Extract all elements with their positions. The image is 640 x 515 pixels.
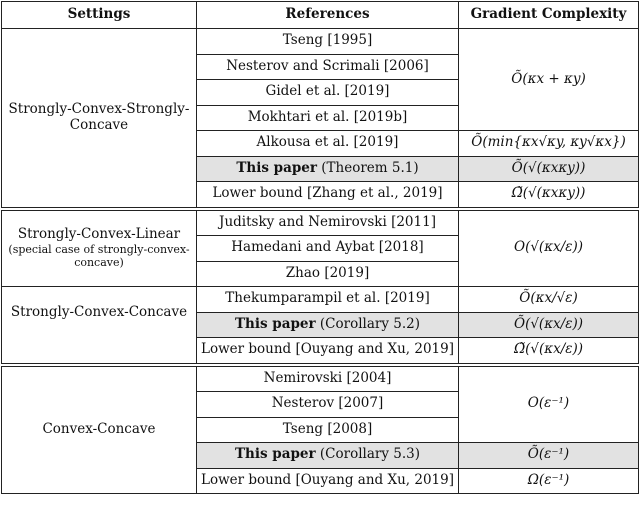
reference-detail: (Theorem 5.1) [316, 159, 419, 176]
reference-cell: Tseng [2008] [197, 417, 459, 443]
setting-label: Strongly-Convex-Linear [17, 226, 181, 243]
complexity-cell: Õ(min{κx√κy, κy√κx}) [459, 131, 639, 157]
complexity-cell: Õ(κx + κy) [459, 29, 639, 131]
reference-cell [197, 156, 459, 182]
complexity-table [1, 1, 638, 494]
setting-note: (special case of strongly-convex-concave) [8, 242, 190, 269]
complexity-cell: Õ(ε⁻¹) [459, 443, 639, 469]
this-paper-label: This paper [234, 446, 316, 463]
this-paper-label: This paper [234, 315, 316, 332]
reference-cell: Lower bound [Ouyang and Xu, 2019] [197, 338, 459, 364]
setting-label: Strongly-Convex-Strongly-Concave [8, 101, 190, 133]
reference-cell: Tseng [1995] [197, 29, 459, 55]
setting-cell: Convex-Concave [2, 366, 197, 494]
table-row [2, 210, 639, 236]
reference-cell: Alkousa et al. [2019] [197, 131, 459, 157]
header-references: References [197, 2, 459, 29]
reference-cell: Gidel et al. [2019] [197, 80, 459, 106]
reference-cell: Nemirovski [2004] [197, 366, 459, 392]
complexity-cell: Ω̃(√(κx/ε)) [459, 338, 639, 364]
header-complexity: Gradient Complexity [459, 2, 639, 29]
reference-cell: Zhao [2019] [197, 261, 459, 287]
header-settings: Settings [2, 2, 197, 29]
reference-cell: Nesterov and Scrimali [2006] [197, 54, 459, 80]
table-row [2, 29, 639, 55]
complexity-cell: O(ε⁻¹) [459, 366, 639, 443]
complexity-cell: Õ(√(κx/ε)) [459, 312, 639, 338]
reference-cell: Nesterov [2007] [197, 392, 459, 418]
setting-cell [2, 29, 197, 208]
reference-cell: Juditsky and Nemirovski [2011] [197, 210, 459, 236]
complexity-cell: Ω̃(√(κxκy)) [459, 182, 639, 208]
complexity-cell: Õ(κx/√ε) [459, 287, 639, 313]
complexity-cell: O(√(κx/ε)) [459, 210, 639, 287]
reference-cell [197, 443, 459, 469]
complexity-cell: Õ(√(κxκy)) [459, 156, 639, 182]
table-row [2, 287, 639, 313]
reference-cell [197, 312, 459, 338]
setting-cell [2, 210, 197, 287]
reference-detail: (Corollary 5.3) [315, 446, 420, 463]
reference-cell: Hamedani and Aybat [2018] [197, 236, 459, 262]
table-row [2, 366, 639, 392]
reference-cell: Thekumparampil et al. [2019] [197, 287, 459, 313]
reference-cell: Mokhtari et al. [2019b] [197, 105, 459, 131]
header-row [2, 2, 639, 29]
this-paper-label: This paper [236, 159, 317, 176]
reference-detail: (Corollary 5.2) [315, 315, 420, 332]
setting-cell: Strongly-Convex-Concave [2, 287, 197, 364]
reference-cell: Lower bound [Zhang et al., 2019] [197, 182, 459, 208]
reference-cell: Lower bound [Ouyang and Xu, 2019] [197, 468, 459, 494]
complexity-cell: Ω(ε⁻¹) [459, 468, 639, 494]
